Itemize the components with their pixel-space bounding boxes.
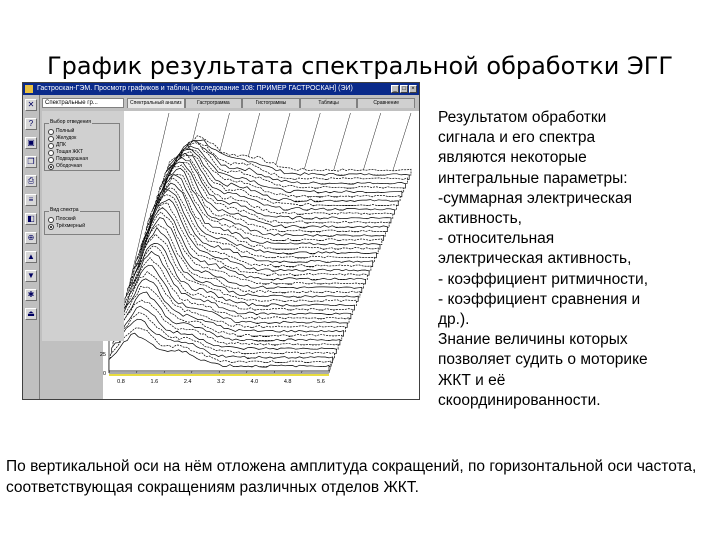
radio-option[interactable] xyxy=(48,216,76,223)
zoom-icon[interactable]: ⊕ xyxy=(25,232,37,244)
radio-label: Желудок xyxy=(56,135,77,141)
y-tick-label: 25 xyxy=(99,352,106,358)
up-arrow-icon[interactable]: ▲ xyxy=(25,251,37,263)
radio-button[interactable] xyxy=(48,164,54,170)
axes-caption: По вертикальной оси на нём отложена амплитуда сокращений, по горизонтальной оси частота, соответствующая сокращениям различных отделов ЖКТ. xyxy=(6,458,697,496)
exit-icon[interactable]: ⏏ xyxy=(25,308,37,320)
option-group-title: Выбор отведения xyxy=(50,119,91,125)
tab-4[interactable]: Сравнение xyxy=(357,98,415,108)
window-title: Гастроскан-ГЭМ. Просмотр графиков и таблиц [исследование 108: ПРИМЕР ГАСТРОСКАН] (ЭИ) xyxy=(37,85,353,92)
app-window-screenshot xyxy=(22,82,420,400)
x-tick-label: 1.6 xyxy=(150,379,159,385)
radio-label: Плоский xyxy=(56,216,76,222)
x-tick-label: 4.0 xyxy=(250,379,259,385)
chart-type-select[interactable]: Спектральные гр... xyxy=(42,98,124,108)
radio-option[interactable] xyxy=(48,156,88,163)
list-icon[interactable]: ≡ xyxy=(25,194,37,206)
options-panel xyxy=(42,111,124,341)
radio-option[interactable] xyxy=(48,142,66,149)
radio-label: Трёхмерный xyxy=(56,223,85,229)
radio-button[interactable] xyxy=(48,136,54,142)
x-tick-label: 2.4 xyxy=(183,379,192,385)
filter-icon[interactable]: ◧ xyxy=(25,213,37,225)
radio-label: Полный xyxy=(56,128,75,134)
radio-label: Тощая ЖКТ xyxy=(56,149,84,155)
radio-label: Ободочная xyxy=(56,163,82,169)
radio-button[interactable] xyxy=(48,224,54,230)
option-group-title: Вид спектра xyxy=(50,207,79,213)
radio-button[interactable] xyxy=(48,150,54,156)
tab-1[interactable]: Гастрограмма xyxy=(185,98,243,108)
close-icon[interactable]: ✕ xyxy=(25,99,37,111)
radio-label: ДПК xyxy=(56,142,66,148)
radio-option[interactable] xyxy=(48,135,76,142)
x-tick-label: 5.6 xyxy=(317,379,325,385)
y-tick-label: 0 xyxy=(102,371,106,377)
vertical-toolbar xyxy=(23,95,40,399)
description-text: Результатом обработки сигнала и его спектра являются некоторые интегральные параметры: -суммарная электрическая активность, - относительная электрическая активность, - коэффициент ритмичности, - коэффициент сравнения и др.). Знание величины которых позволяет судить о моторике ЖКТ и её скоординированности. xyxy=(438,109,648,409)
copy-icon[interactable]: ❐ xyxy=(25,156,37,168)
radio-button[interactable] xyxy=(48,129,54,135)
radio-button[interactable] xyxy=(48,217,54,223)
x-tick-label: 4.8 xyxy=(283,379,292,385)
radio-button[interactable] xyxy=(48,143,54,149)
close-button[interactable]: × xyxy=(409,85,417,93)
maximize-button[interactable]: □ xyxy=(400,85,408,93)
x-tick-label: 0.8 xyxy=(117,379,125,385)
window-titlebar xyxy=(23,83,419,95)
tab-0[interactable]: Спектральный анализ xyxy=(127,98,185,108)
minimize-button[interactable]: _ xyxy=(391,85,399,93)
option-group-0 xyxy=(44,119,120,171)
option-group-1 xyxy=(44,207,120,235)
radio-button[interactable] xyxy=(48,157,54,163)
radio-option[interactable] xyxy=(48,128,74,135)
radio-option[interactable] xyxy=(48,223,85,230)
x-tick-label: 3.2 xyxy=(217,379,225,385)
radio-option[interactable] xyxy=(48,149,83,156)
radio-option[interactable] xyxy=(48,163,82,170)
radio-label: Подвздошная xyxy=(56,156,88,162)
settings-icon[interactable]: ✱ xyxy=(25,289,37,301)
app-icon xyxy=(25,85,33,93)
print-icon[interactable]: ⎙ xyxy=(25,175,37,187)
down-arrow-icon[interactable]: ▼ xyxy=(25,270,37,282)
slide-title: График результата спектральной обработки ЭГГ xyxy=(46,52,674,80)
help-icon[interactable]: ? xyxy=(25,118,37,130)
tab-2[interactable]: Гистограммы xyxy=(242,98,300,108)
tab-3[interactable]: Таблицы xyxy=(300,98,358,108)
tab-bar xyxy=(127,98,415,108)
save-icon[interactable]: ▣ xyxy=(25,137,37,149)
